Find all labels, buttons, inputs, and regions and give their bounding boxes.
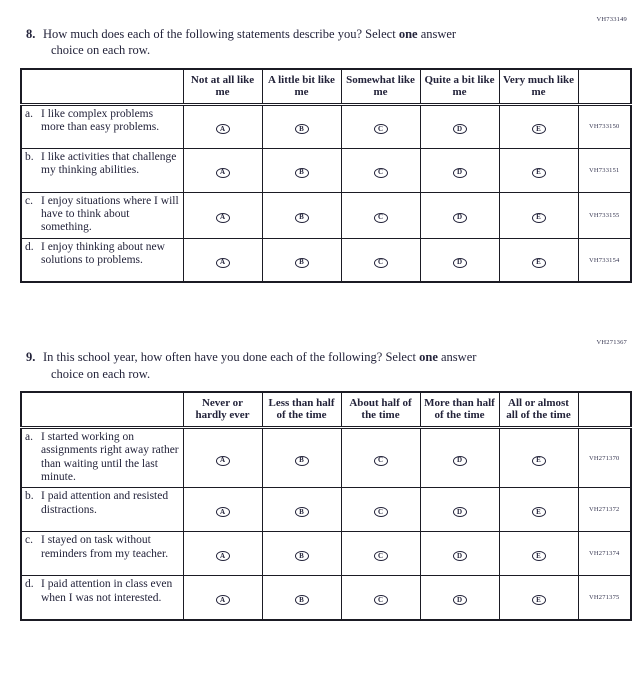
column-header-5: All or almost all of the time [499,392,578,428]
option-bubble-b[interactable]: B [295,595,309,605]
row-code: VH271370 [578,428,631,488]
row-letter: d. [25,240,34,253]
row-code: VH271375 [578,576,631,620]
row-letter: c. [25,534,33,547]
option-bubble-c[interactable]: C [374,258,388,268]
option-bubble-a[interactable]: A [216,456,230,466]
code-column-header-empty [578,69,631,105]
row-code: VH733155 [578,192,631,238]
column-header-3: Somewhat like me [341,69,420,105]
question-number: 8. [26,27,36,41]
row-letter: c. [25,194,33,207]
option-bubble-d[interactable]: D [453,551,467,561]
question-head [26,349,631,382]
row-statement-text: I paid attention in class even when I was not interested. [41,578,173,604]
option-bubble-c[interactable]: C [374,551,388,561]
question-prompt [43,26,631,59]
option-cell-c [341,238,420,282]
option-cell-a [183,532,262,576]
code-column-header-empty [578,392,631,428]
option-bubble-e[interactable]: E [532,168,546,178]
question-8-block [20,16,631,283]
option-cell-c [341,576,420,620]
row-letter: d. [25,578,34,591]
column-header-4: Quite a bit like me [420,69,499,105]
option-bubble-a[interactable]: A [216,124,230,134]
option-cell-a [183,238,262,282]
row-statement [21,238,183,282]
option-cell-c [341,428,420,488]
option-cell-b [262,532,341,576]
option-cell-b [262,576,341,620]
option-cell-b [262,488,341,532]
prompt-line: choice on each row. [51,366,151,381]
table-row-d [21,238,631,282]
option-cell-e [499,532,578,576]
row-statement [21,488,183,532]
table-row-b [21,488,631,532]
option-bubble-d[interactable]: D [453,595,467,605]
row-letter: a. [25,431,33,444]
option-bubble-c[interactable]: C [374,456,388,466]
statement-column-header-empty [21,392,183,428]
prompt-line: In this school year, how often have you done each of the following? Select one answer [43,350,477,365]
option-cell-e [499,428,578,488]
option-cell-c [341,532,420,576]
option-bubble-a[interactable]: A [216,168,230,178]
option-cell-c [341,192,420,238]
option-bubble-d[interactable]: D [453,507,467,517]
option-cell-e [499,576,578,620]
option-cell-b [262,192,341,238]
question-prompt [43,349,631,382]
option-cell-a [183,576,262,620]
option-cell-d [420,192,499,238]
option-bubble-e[interactable]: E [532,551,546,561]
option-cell-a [183,104,262,148]
table-row-a [21,104,631,148]
option-bubble-a[interactable]: A [216,258,230,268]
option-bubble-d[interactable]: D [453,168,467,178]
option-bubble-e[interactable]: E [532,507,546,517]
option-bubble-c[interactable]: C [374,507,388,517]
row-statement [21,148,183,192]
option-bubble-b[interactable]: B [295,124,309,134]
option-bubble-e[interactable]: E [532,456,546,466]
question-8-answer-table [20,68,632,284]
row-letter: b. [25,150,34,163]
option-cell-a [183,192,262,238]
option-bubble-d[interactable]: D [453,213,467,223]
row-statement-text: I like complex problems more than easy problems. [41,107,160,134]
column-header-1: Not at all like me [183,69,262,105]
option-bubble-b[interactable]: B [295,258,309,268]
prompt-line: choice on each row. [51,43,151,58]
column-header-5: Very much like me [499,69,578,105]
option-cell-c [341,488,420,532]
option-bubble-a[interactable]: A [216,551,230,561]
row-code: VH733150 [578,104,631,148]
table-row-c [21,532,631,576]
row-statement-text: I like activities that challenge my thinking abilities. [41,150,177,177]
option-bubble-e[interactable]: E [532,258,546,268]
column-header-1: Never or hardly ever [183,392,262,428]
option-bubble-d[interactable]: D [453,258,467,268]
table-row-a [21,428,631,488]
column-header-2: A little bit like me [262,69,341,105]
option-cell-b [262,428,341,488]
header-row [21,392,631,428]
option-cell-e [499,148,578,192]
option-cell-a [183,488,262,532]
row-letter: a. [25,107,33,120]
option-bubble-b[interactable]: B [295,507,309,517]
option-bubble-a[interactable]: A [216,595,230,605]
option-cell-a [183,428,262,488]
row-statement-text: I stayed on task without reminders from my teacher. [41,534,169,560]
option-bubble-b[interactable]: B [295,456,309,466]
row-statement-text: I started working on assignments right away rather than waiting until the last minute. [41,431,179,484]
row-code: VH733154 [578,238,631,282]
question-number: 9. [26,350,36,365]
prompt-line: How much does each of the following statements describe you? Select one answer [43,27,457,41]
option-cell-a [183,148,262,192]
option-bubble-a[interactable]: A [216,507,230,517]
row-code: VH733151 [578,148,631,192]
option-bubble-e[interactable]: E [532,213,546,223]
option-cell-b [262,148,341,192]
row-statement [21,532,183,576]
question-9-block [20,339,631,621]
option-cell-e [499,104,578,148]
table-row-d [21,576,631,620]
row-statement [21,104,183,148]
row-code: VH271374 [578,532,631,576]
column-header-4: More than half of the time [420,392,499,428]
row-statement-text: I enjoy situations where I will have to think about something. [41,194,179,234]
option-bubble-b[interactable]: B [295,551,309,561]
column-header-2: Less than half of the time [262,392,341,428]
option-bubble-c[interactable]: C [374,168,388,178]
statement-column-header-empty [21,69,183,105]
row-code: VH271372 [578,488,631,532]
row-statement-text: I enjoy thinking about new solutions to problems. [41,240,165,267]
option-bubble-d[interactable]: D [453,124,467,134]
option-bubble-a[interactable]: A [216,213,230,223]
option-cell-b [262,104,341,148]
option-cell-d [420,148,499,192]
table-row-c [21,192,631,238]
row-statement [21,428,183,488]
option-bubble-c[interactable]: C [374,124,388,134]
option-bubble-e[interactable]: E [532,124,546,134]
option-cell-d [420,532,499,576]
option-bubble-b[interactable]: B [295,213,309,223]
option-cell-e [499,488,578,532]
question-code: VH733149 [596,16,627,23]
question-code: VH271367 [596,339,627,347]
option-bubble-b[interactable]: B [295,168,309,178]
column-header-3: About half of the time [341,392,420,428]
option-cell-c [341,148,420,192]
question-9-answer-table [20,391,632,621]
header-row [21,69,631,105]
option-cell-c [341,104,420,148]
option-cell-e [499,192,578,238]
option-cell-d [420,238,499,282]
question-head [26,26,631,59]
option-cell-d [420,104,499,148]
row-statement [21,576,183,620]
option-bubble-c[interactable]: C [374,213,388,223]
option-cell-d [420,576,499,620]
option-cell-b [262,238,341,282]
row-statement [21,192,183,238]
row-statement-text: I paid attention and resisted distractions. [41,490,169,516]
option-bubble-d[interactable]: D [453,456,467,466]
option-bubble-e[interactable]: E [532,595,546,605]
option-bubble-c[interactable]: C [374,595,388,605]
option-cell-e [499,238,578,282]
option-cell-d [420,428,499,488]
option-cell-d [420,488,499,532]
row-letter: b. [25,490,34,503]
table-row-b [21,148,631,192]
